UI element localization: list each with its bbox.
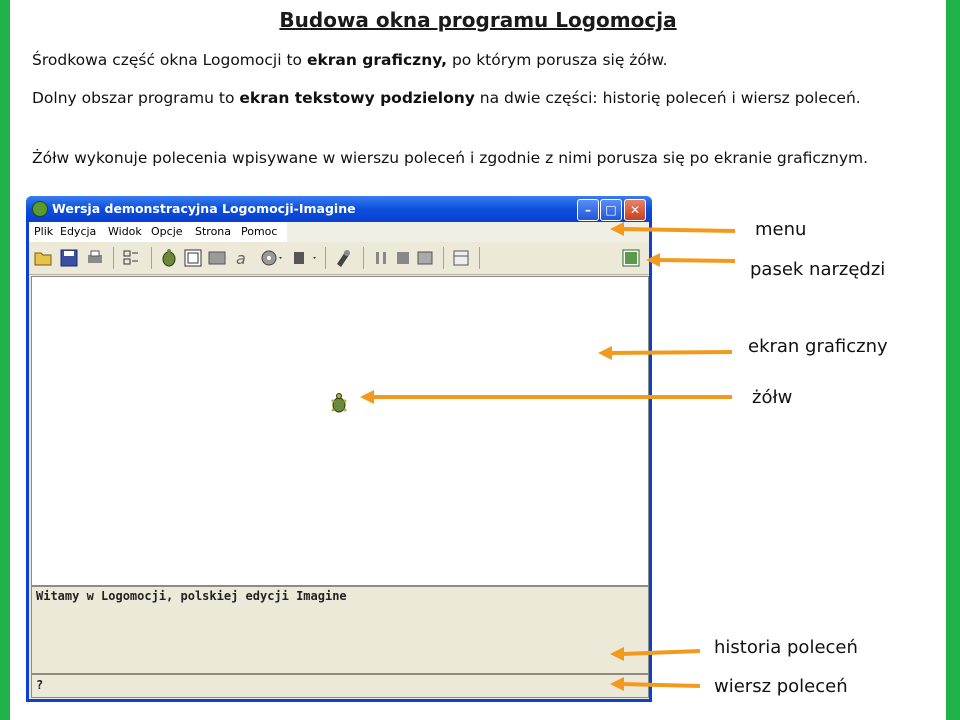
arrow-graphic — [610, 352, 732, 353]
maximize-button[interactable]: □ — [600, 199, 622, 221]
menu-plik[interactable]: Plik — [34, 225, 54, 238]
svg-text:a: a — [236, 249, 246, 268]
menu-pomoc[interactable]: Pomoc — [241, 225, 278, 238]
window-title: Wersja demonstracyjna Logomocji-Imagine — [52, 201, 356, 216]
close-button[interactable]: ✕ — [624, 199, 646, 221]
arrow-toolbar — [658, 260, 735, 261]
minimize-button[interactable]: – — [577, 199, 599, 221]
menu-widok[interactable]: Widok — [108, 225, 142, 238]
menu-edycja[interactable]: Edycja — [60, 225, 97, 238]
p1-text-bold: ekran graficzny, — [306, 51, 448, 69]
label-command-history: historia poleceń — [714, 637, 858, 658]
slide — [10, 0, 946, 720]
menu-opcje[interactable]: Opcje — [151, 225, 183, 238]
paragraph-turtle: Żółw wykonuje polecenia wpisywane w wierszu poleceń i zgodnie z nimi porusza się po ekranie graficznym. — [32, 149, 869, 167]
label-toolbar: pasek narzędzi — [750, 259, 886, 280]
label-command-line: wiersz poleceń — [714, 676, 848, 697]
history-text: Witamy w Logomocji, polskiej edycji Imagine — [36, 589, 347, 603]
page-title: Budowa okna programu Logomocja — [279, 8, 677, 32]
label-graphic-screen: ekran graficzny — [748, 336, 888, 357]
menu-strona[interactable]: Strona — [195, 225, 232, 238]
p2-text-bold: ekran tekstowy podzielony — [239, 89, 475, 107]
arrow-command — [622, 684, 700, 686]
p1-text-a: Środkowa część okna Logomocji to — [32, 51, 307, 69]
p1-text-c: po którym porusza się żółw. — [447, 51, 668, 69]
p2-text-c: na dwie części: historię poleceń i wiersz poleceń. — [474, 89, 861, 107]
annotation-arrows — [10, 0, 946, 720]
arrow-menu — [620, 229, 735, 231]
label-menu: menu — [755, 219, 807, 240]
label-turtle: żółw — [752, 387, 793, 408]
command-prompt: ? — [36, 678, 44, 692]
p2-text-a: Dolny obszar programu to — [32, 89, 240, 107]
arrow-history — [622, 651, 700, 654]
